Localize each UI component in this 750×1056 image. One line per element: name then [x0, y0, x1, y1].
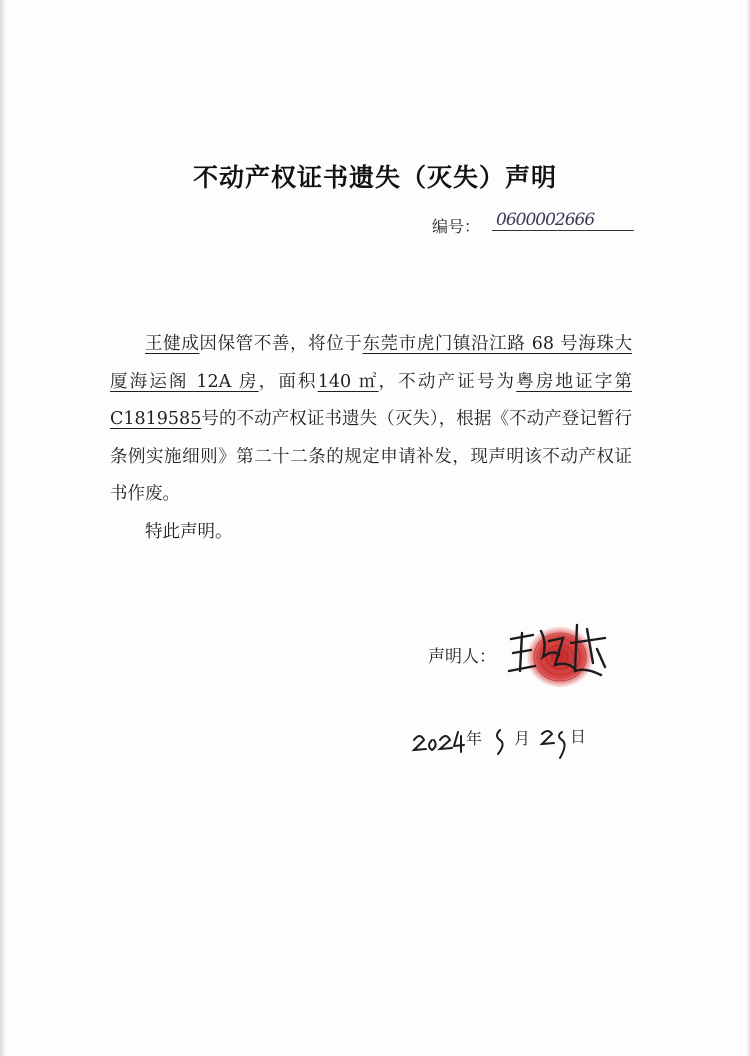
- body-segment: ，不动产证号为: [378, 371, 517, 392]
- document-title: 不动产权证书遗失（灭失）声明: [192, 163, 557, 192]
- declarant-label: 声明人：: [428, 647, 496, 667]
- fingerprint-mark: [526, 626, 594, 688]
- certificate-number: 粤房地证字第 C1819585: [110, 371, 633, 429]
- signing-date: [410, 718, 610, 768]
- property-area: 140 ㎡: [317, 371, 379, 392]
- serial-value-handwritten: 0600002666: [492, 210, 634, 231]
- closing-statement: 特此声明。: [145, 521, 233, 542]
- owner-name: 王健成: [145, 334, 200, 354]
- day-unit: 日: [570, 727, 587, 746]
- declaration-body: [110, 326, 632, 551]
- serial-label: 编号：: [432, 217, 481, 236]
- signature-with-fingerprint: [505, 605, 615, 695]
- body-segment: ，面积: [258, 371, 318, 392]
- year-unit: 年: [466, 729, 483, 748]
- declaration-paragraph: [110, 326, 632, 514]
- month-unit: 月: [514, 729, 531, 748]
- serial-number: [432, 210, 595, 237]
- property-location: 东莞市虎门镇沿江路 68 号海珠大厦海运阁 12A 房: [110, 334, 632, 392]
- body-segment: 因保管不善，将位于: [199, 334, 363, 354]
- fingerprint-signature-graphic: [505, 605, 615, 695]
- handwritten-date-graphic: [410, 718, 610, 768]
- body-segment: 号的不动产权证书遗失（灭失），根据《不动产登记暂行条例实施细则》第二十二条的规定申请补发，现声明该不动产权证书作废。: [110, 409, 632, 504]
